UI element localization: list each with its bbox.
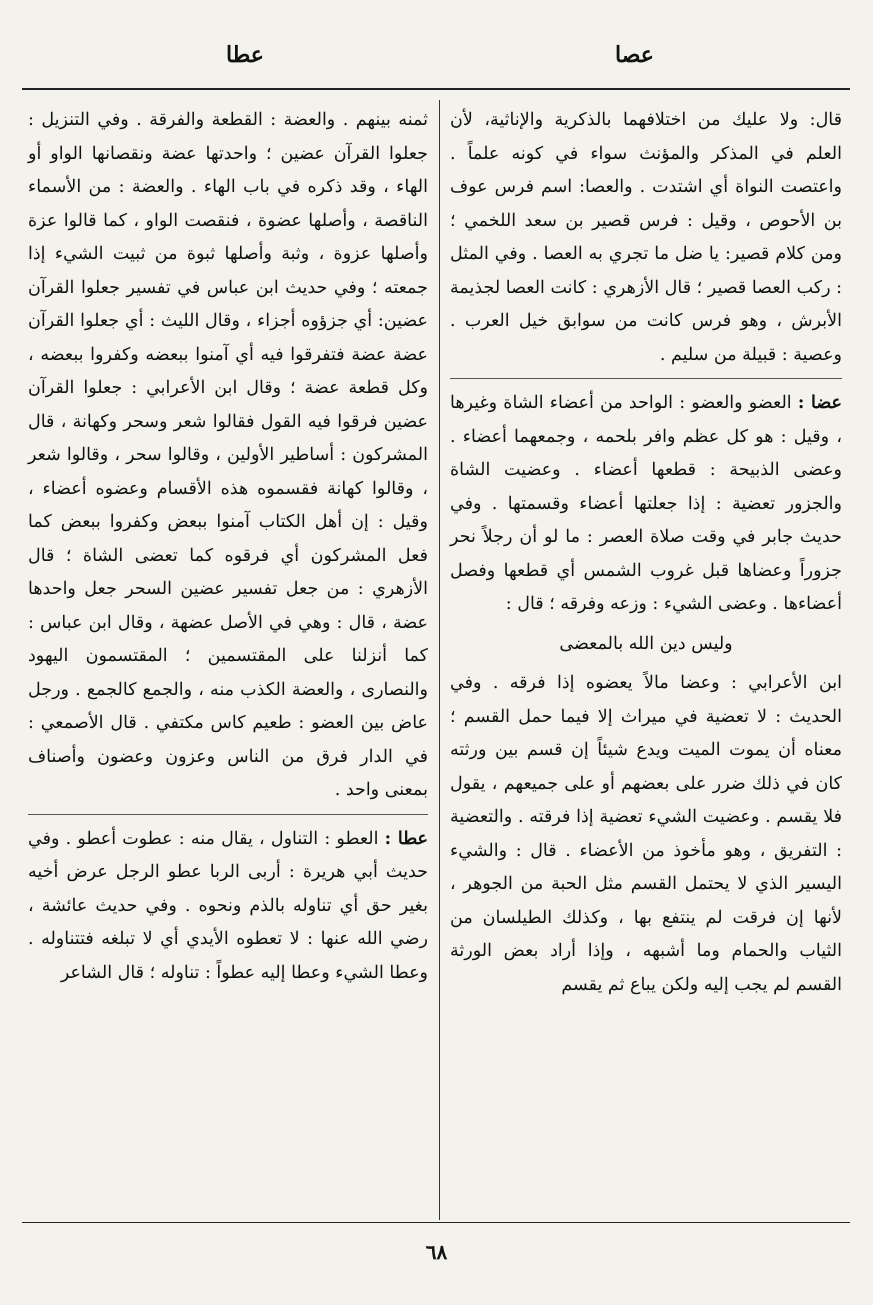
paragraph bbox=[28, 104, 428, 808]
paragraph bbox=[450, 667, 842, 1002]
entry-separator bbox=[450, 378, 842, 379]
page-number: ٦٨ bbox=[425, 1240, 448, 1264]
bottom-rule bbox=[22, 1222, 850, 1223]
paragraph bbox=[28, 823, 428, 991]
paragraph bbox=[450, 387, 842, 622]
header-entry-left: عطا bbox=[226, 42, 264, 68]
entry-headword: عطا : bbox=[384, 828, 428, 849]
paragraph-text: قال: ولا عليك من اختلافهما بالذكرية والإناثية، لأن العلم في المذكر والمؤنث سواء في كونه علماً . واعتصت النواة أي اشتدت . والعصا: اسم فرس عوف بن الأحوص ، وقيل : فرس قصير بن سعد اللخمي ؛ ومن كلام قصير: يا ضل ما تجري به العصا . وفي المثل : ركب العصا قصير ؛ قال الأزهري : كانت العصا لجذيمة الأبرش ، وهو فرس كانت من سوابق خيل العرب . وعصية : قبيلة من سليم . bbox=[450, 110, 842, 365]
paragraph-text: العضو والعضو : الواحد من أعضاء الشاة وغيرها ، وقيل : هو كل عظم وافر بلحمه ، وجمعهما أعضاء . وعضى الذبيحة : قطعها أعضاء . وعضيت الشاة والجزور تعضية : إذا جعلتها أعضاء وقسمتها . وفي حديث جابر في وقت صلاة العصر : ما لو أن رجلاً نحر جزوراً وعضاها قبل غروب الشمس أي قطعها وفصل أعضاءها . وعضى الشيء : وزعه وفرقه ؛ قال : bbox=[450, 393, 842, 614]
top-rule bbox=[22, 88, 850, 90]
left-column bbox=[28, 104, 428, 990]
column-divider bbox=[439, 100, 440, 1220]
verse-line bbox=[450, 628, 842, 662]
entry-separator bbox=[28, 814, 428, 815]
verse-text: وليس دين الله بالمعضى bbox=[559, 633, 733, 654]
entry-headword: عضا : bbox=[797, 393, 842, 413]
right-column bbox=[450, 104, 842, 1002]
header-entry-right: عصا bbox=[615, 42, 654, 68]
paragraph-text: العطو : التناول ، يقال منه : عطوت أعطو . وفي حديث أبي هريرة : أربى الربا عطو الرجل عرض أخيه بغير حق أي تناوله بالذم ونحوه . وفي حديث عائشة ، رضي الله عنها : لا تعطوه الأيدي أي لا تبلغه فتتناوله . وعطا الشيء وعطا إليه عطواً : تناوله ؛ قال الشاعر bbox=[28, 828, 428, 983]
paragraph-text: ثمنه بينهم . والعضة : القطعة والفرقة . وفي التنزيل : جعلوا القرآن عضين ؛ واحدتها عضة ونقصانها الواو أو الهاء ، وقد ذكره في باب الهاء . والعضة : من الأسماء الناقصة ، وأصلها عضوة ، فنقصت الواو ، كما قالوا عزة وأصلها عزوة ، وثبة وأصلها ثبوة من ثبيت الشيء إذا جمعته ؛ وفي حديث ابن عباس في تفسير جعلوا القرآن عضين: أي جزؤوه أجزاء ، وقال الليث : أي جعلوا القرآن عضة عضة فتفرقوا فيه أي آمنوا ببعضه وكفروا ببعضه ، وكل قطعة عضة ؛ وقال ابن الأعرابي : جعلوا القرآن عضين فرقوا فيه القول فقالوا شعر وسحر وكهانة ، قال المشركون : أساطير الأولين ، وقالوا سحر ، وقالوا شعر ، وقالوا كهانة فقسموه هذه الأقسام وعضوه أعضاء ، وقيل : إن أهل الكتاب آمنوا ببعض وكفروا ببعض كما فعل المشركون أي فرقوه كما تعضى الشاة ؛ قال الأزهري : من جعل تفسير عضين السحر جعل واحدها عضة ، قال : وهي في الأصل عضهة ، وقال ابن عباس : كما أنزلنا على المقتسمين ؛ المقتسمون اليهود والنصارى ، والعضة الكذب منه ، والجمع كالجمع . ورجل عاض بين العضو : طعيم كاس مكتفي . قال الأصمعي : في الدار فرق من الناس وعزون وعضون وأصناف بمعنى واحد . bbox=[28, 110, 428, 800]
paragraph bbox=[450, 104, 842, 372]
paragraph-text: ابن الأعرابي : وعضا مالاً يعضوه إذا فرقه . وفي الحديث : لا تعضية في ميراث إلا فيما حمل القسم ؛ معناه أن يموت الميت ويدع شيئاً إن قسم بين ورثته كان في ذلك ضرر على بعضهم أو على جميعهم ، يقول فلا يقسم . وعضيت الشيء تعضية إذا فرقته . والتعضية : التفريق ، وهو مأخوذ من الأعضاء . قال : والشيء اليسير الذي لا يحتمل القسم مثل الحبة من الجوهر ، لأنها إن فرقت لم ينتفع بها ، وكذلك الطيلسان من الثياب والحمام وما أشبهه ، وإذا أراد بعض الورثة القسم لم يجب إليه ولكن يباع ثم يقسم bbox=[450, 673, 842, 995]
